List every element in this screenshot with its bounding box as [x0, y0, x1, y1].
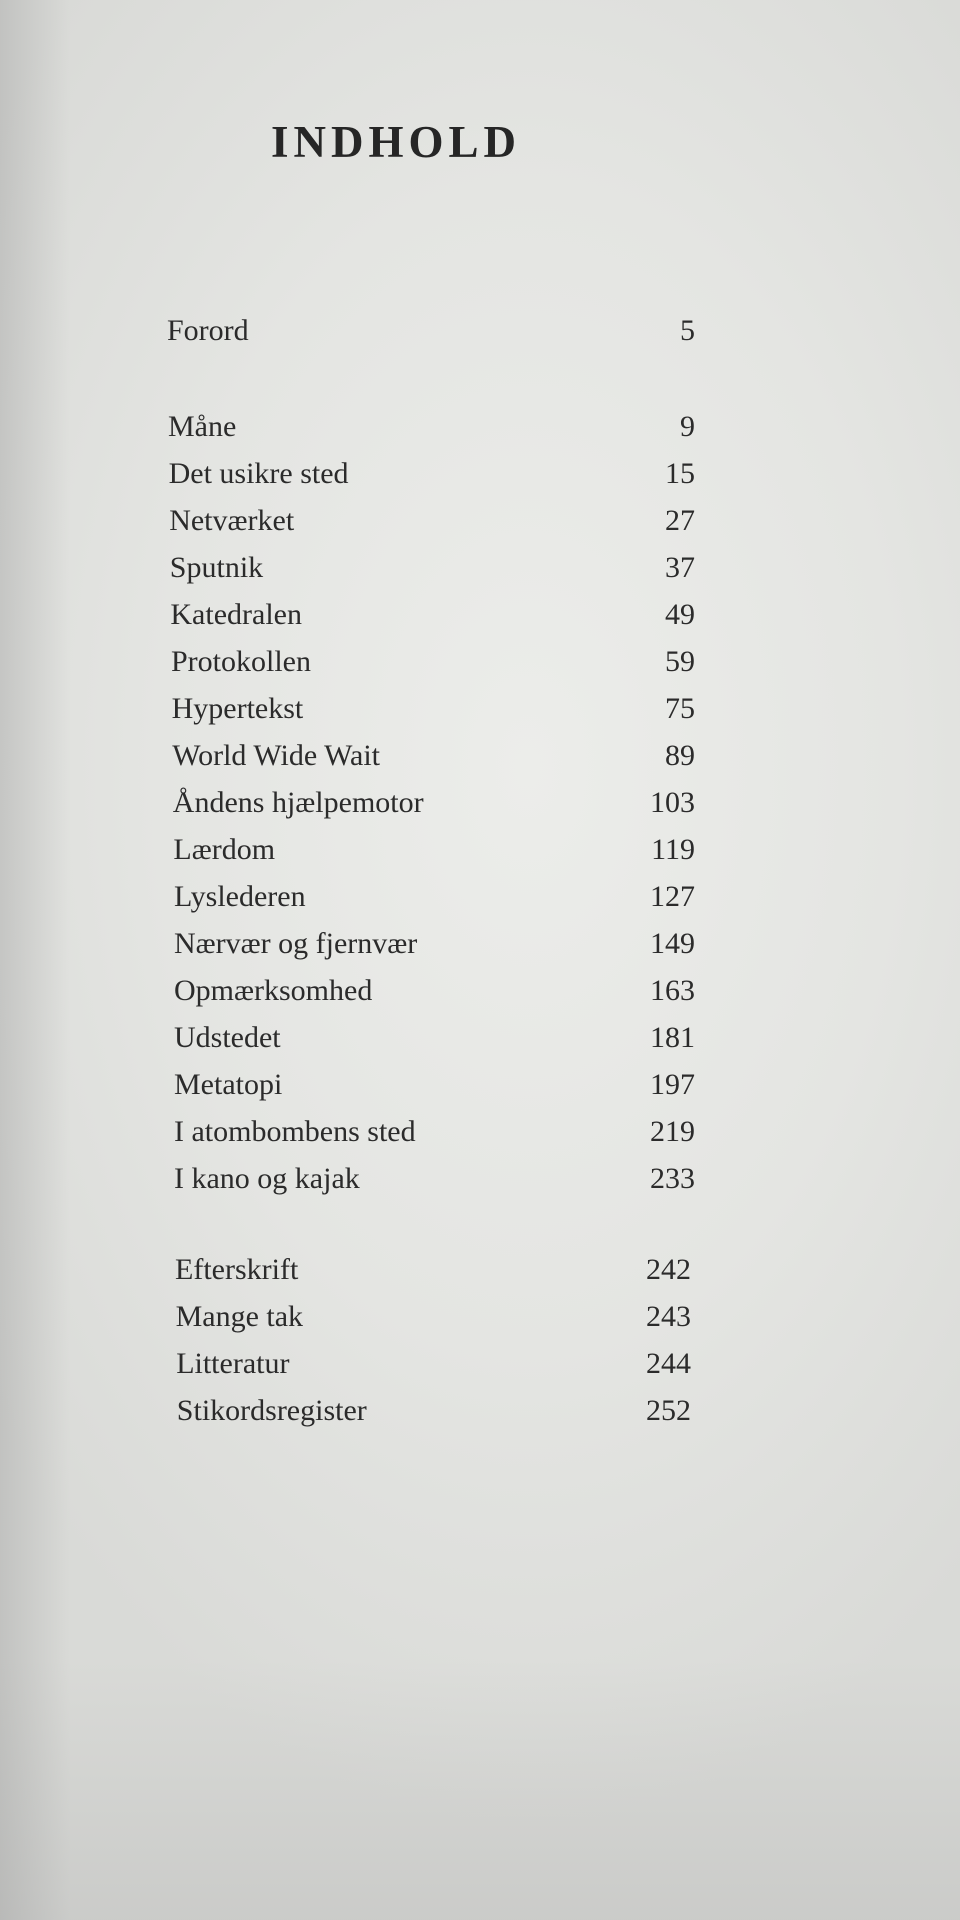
toc-entry-title: Måne — [168, 410, 237, 443]
toc-entry-page-number: 89 — [665, 739, 695, 772]
toc-entry — [0, 827, 960, 873]
toc-entry — [0, 639, 960, 685]
toc-entry — [0, 1062, 960, 1108]
toc-entry — [0, 404, 960, 450]
toc-entry-title: Lærdom — [173, 833, 276, 866]
toc-entry-page-number: 9 — [680, 410, 695, 443]
toc-entry-page-number: 127 — [650, 880, 695, 913]
toc-entry — [0, 780, 960, 826]
toc-entry-title: Lyslederen — [174, 880, 306, 913]
toc-entry-page-number: 27 — [665, 504, 695, 537]
toc-entry-page-number: 15 — [665, 457, 695, 490]
toc-entry — [0, 968, 960, 1014]
toc-entry-title: Mange tak — [175, 1300, 304, 1333]
toc-entry-title: Metatopi — [174, 1068, 283, 1101]
toc-entry-title: Netværket — [169, 504, 295, 537]
toc-entry-title: I kano og kajak — [174, 1162, 360, 1195]
toc-entry-title: Det usikre sted — [168, 457, 349, 490]
toc-entry-page-number: 197 — [650, 1068, 695, 1101]
toc-entry-page-number: 242 — [646, 1253, 691, 1286]
toc-entry-page-number: 181 — [650, 1021, 695, 1054]
toc-entry — [0, 1109, 960, 1155]
toc-entry-page-number: 75 — [665, 692, 695, 725]
toc-entry-page-number: 233 — [650, 1162, 695, 1195]
toc-entry-page-number: 37 — [665, 551, 695, 584]
toc-entry-page-number: 103 — [650, 786, 695, 819]
toc-entry — [0, 1388, 960, 1434]
toc-entry — [0, 1341, 960, 1387]
toc-entry — [0, 686, 960, 732]
toc-entry-page-number: 149 — [650, 927, 695, 960]
toc-entry-title: Forord — [167, 314, 249, 347]
toc-entry — [0, 1294, 960, 1340]
toc-entry-title: Sputnik — [169, 551, 264, 584]
toc-entry — [0, 451, 960, 497]
toc-entry — [0, 921, 960, 967]
toc-entry-page-number: 243 — [646, 1300, 691, 1333]
toc-entry — [0, 1156, 960, 1202]
toc-entry-title: Udstedet — [174, 1021, 281, 1054]
toc-entry-page-number: 59 — [665, 645, 695, 678]
toc-entry-title: Stikordsregister — [176, 1394, 367, 1427]
toc-entry-title: Åndens hjælpemotor — [172, 786, 424, 819]
toc-entry-title: World Wide Wait — [172, 739, 381, 772]
toc-entry-title: Hypertekst — [171, 692, 304, 725]
toc-entry-page-number: 244 — [646, 1347, 691, 1380]
toc-entry-page-number: 119 — [651, 833, 695, 866]
toc-entry-page-number: 252 — [646, 1394, 691, 1427]
toc-entry — [0, 874, 960, 920]
toc-entry-title: Opmærksomhed — [174, 974, 373, 1007]
toc-entry-title: Litteratur — [176, 1347, 290, 1380]
toc-entry-title: Katedralen — [170, 598, 302, 631]
toc-entry — [0, 733, 960, 779]
toc-entry-title: I atombombens sted — [174, 1115, 416, 1148]
toc-entry-page-number: 219 — [650, 1115, 695, 1148]
toc-entry — [0, 592, 960, 638]
page-title: INDHOLD — [271, 117, 522, 167]
toc-entry-title: Nærvær og fjernvær — [174, 927, 418, 960]
toc-entry-page-number: 5 — [680, 314, 695, 347]
toc-entry — [0, 1247, 960, 1293]
toc-entry-page-number: 163 — [650, 974, 695, 1007]
toc-entry — [0, 545, 960, 591]
toc-entry — [0, 1015, 960, 1061]
toc-entry — [0, 308, 960, 354]
toc-entry — [0, 498, 960, 544]
toc-entry-title: Protokollen — [171, 645, 311, 678]
toc-entry-title: Efterskrift — [175, 1253, 299, 1286]
toc-entry-page-number: 49 — [665, 598, 695, 631]
